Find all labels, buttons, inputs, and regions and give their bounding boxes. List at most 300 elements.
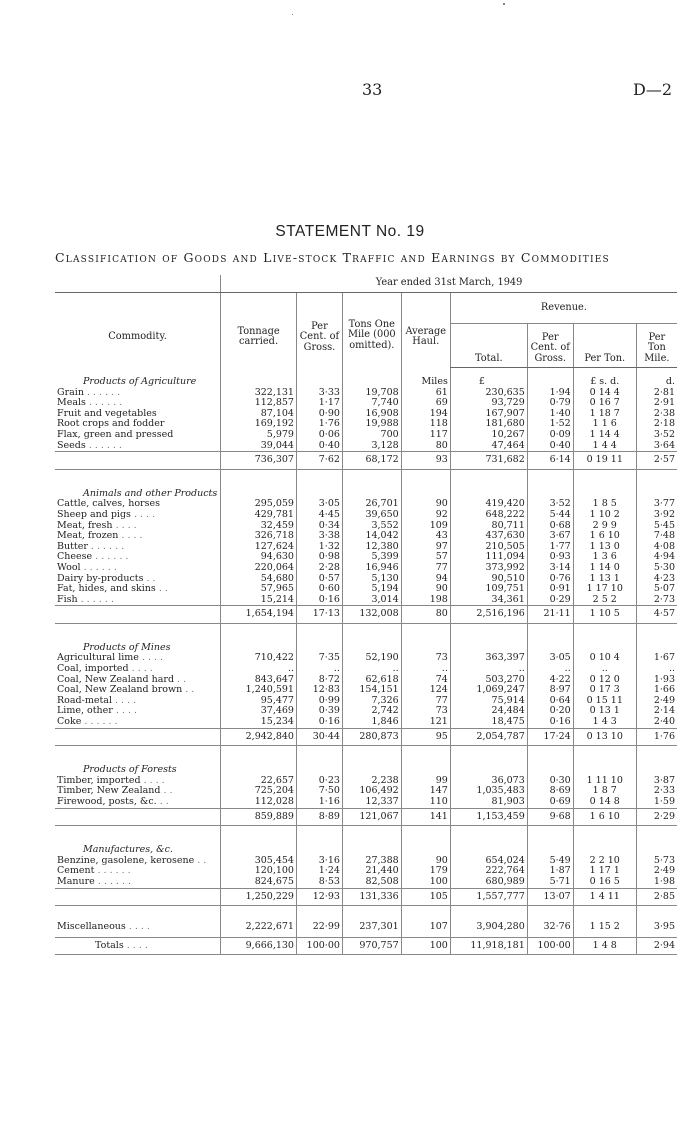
pct-gross-cell (296, 937, 342, 955)
tonnage-cell-text: 843,647 (254, 674, 294, 685)
group-heading-spacer (527, 480, 573, 500)
per-ton-mile-cell-text: 2·57 (653, 454, 675, 466)
rev-pct-cell-text: 0·64 (549, 695, 571, 706)
table-row (55, 419, 677, 430)
rev-total-cell (450, 877, 527, 888)
per-ton-cell-text: 1 14 4 (589, 429, 620, 440)
table-row (55, 706, 677, 717)
ton-mile-cell-text: 19,988 (365, 419, 399, 430)
rev-pct-cell (527, 388, 573, 399)
tonnage-cell (221, 521, 297, 532)
pct-gross-cell (296, 797, 342, 808)
spacer-cell (636, 623, 677, 634)
pct-gross-cell-text: 0·99 (318, 695, 340, 706)
commodity-cell (55, 664, 221, 675)
per-ton-mile-cell (636, 606, 677, 624)
tonnage-cell-text: 57,965 (260, 584, 294, 595)
pct-gross-cell (296, 717, 342, 728)
per-ton-cell (573, 499, 636, 510)
rev-pct-cell-text: 3·05 (549, 653, 571, 664)
rev-pct-cell-text: 8·97 (549, 685, 571, 696)
pct-gross-header: Per Cent. of Gross. (296, 293, 342, 368)
rev-pct-cell (527, 866, 573, 877)
pct-gross-cell-text: 0·40 (318, 440, 340, 451)
per-ton-mile-cell (636, 595, 677, 606)
spacer-cell (450, 746, 527, 757)
leader-dots: . . . . (125, 921, 150, 933)
rev-pct-cell-text: 5·49 (549, 855, 571, 866)
spacer-cell (342, 906, 401, 917)
pct-gross-cell-text: 0·39 (318, 706, 340, 717)
ton-mile-cell (342, 388, 401, 399)
tonnage-cell (221, 808, 297, 826)
avg-haul-cell (401, 786, 450, 797)
pct-gross-cell-text: 3·38 (318, 531, 340, 542)
group-heading-spacer (342, 756, 401, 776)
per-ton-cell-text: 1 4 11 (589, 890, 620, 902)
commodity-cell-text: Fat, hides, and skins (57, 584, 156, 595)
avg-haul-cell-text: 179 (429, 866, 448, 877)
per-ton-mile-cell (636, 728, 677, 746)
commodity-cell (55, 916, 221, 933)
ton-mile-cell-text: 970,757 (359, 939, 399, 951)
avg-haul-cell (401, 595, 450, 606)
page-number: 33 (362, 80, 383, 99)
pct-gross-cell (296, 653, 342, 664)
rev-total-cell (450, 786, 527, 797)
rev-pct-header: Per Cent. of Gross. (527, 324, 573, 368)
table-row (55, 409, 677, 420)
table-row (55, 441, 677, 452)
pct-gross-cell-text: 3·16 (318, 855, 340, 866)
per-ton-mile-cell (636, 499, 677, 510)
rev-total-cell-text: 11,918,181 (470, 939, 525, 951)
group-heading: Animals and other Products (83, 487, 218, 499)
spacer-cell (401, 906, 450, 917)
commodity-cell-text: Miscellaneous (57, 921, 126, 933)
per-ton-cell (573, 916, 636, 933)
tonnage-cell (221, 499, 297, 510)
avg-haul-cell-text: 77 (435, 695, 448, 706)
rev-pct-cell (527, 717, 573, 728)
commodity-cell-text: Coal, imported (57, 664, 129, 675)
ton-mile-cell (342, 916, 401, 933)
avg-haul-cell-text: 69 (435, 398, 448, 409)
avg-haul-cell-text: 95 (435, 730, 448, 742)
per-ton-mile-cell (636, 856, 677, 867)
ton-mile-cell-text: 52,190 (365, 653, 399, 664)
per-ton-mile-cell (636, 706, 677, 717)
rev-total-cell-text: 210,505 (485, 541, 525, 552)
commodity-header: Commodity. (108, 331, 167, 342)
per-ton-mile-cell-text: 3·64 (653, 440, 675, 451)
avg-haul-cell-text: 121 (429, 717, 448, 728)
rev-pct-cell-text: 0·30 (549, 775, 571, 786)
per-ton-cell-text: 1 1 6 (592, 419, 617, 430)
rev-pct-cell (527, 696, 573, 707)
commodity-cell-text: Butter (57, 541, 88, 552)
avg-haul-cell-text: 110 (429, 797, 448, 807)
subtotal-row (55, 452, 677, 470)
per-ton-mile-cell-text: 1·98 (653, 876, 675, 887)
pct-gross-cell (296, 866, 342, 877)
per-ton-mile-cell (636, 877, 677, 888)
rev-total-cell-text: .. (518, 664, 525, 675)
spacer-cell (296, 746, 342, 757)
ton-mile-cell (342, 606, 401, 624)
spacer-cell (55, 623, 221, 634)
commodity-cell (55, 877, 221, 888)
spacer-cell (221, 469, 297, 480)
ton-mile-cell-text: 12,380 (365, 541, 399, 552)
tonnage-cell-text: 1,250,229 (245, 890, 294, 902)
commodity-cell (55, 441, 221, 452)
rev-total-cell-text: 90,510 (491, 573, 525, 584)
avg-haul-cell (401, 499, 450, 510)
commodity-cell (55, 685, 221, 696)
per-ton-cell-text: .. (601, 664, 608, 675)
per-ton-cell (573, 606, 636, 624)
per-ton-mile-cell-text: 2·91 (653, 398, 675, 409)
ton-mile-cell (342, 866, 401, 877)
pct-gross-cell-text: 7·35 (318, 653, 340, 664)
avg-haul-header: Average Haul. (401, 293, 450, 368)
ton-mile-cell-text: 132,008 (359, 608, 399, 620)
pct-gross-cell-text: 7·50 (318, 786, 340, 797)
avg-haul-cell (401, 388, 450, 399)
commodity-cell (55, 675, 221, 686)
rev-pct-cell-text: 0·91 (549, 584, 571, 595)
per-ton-mile-cell (636, 675, 677, 686)
per-ton-cell (573, 776, 636, 787)
per-ton-cell (573, 510, 636, 521)
commodity-cell (55, 717, 221, 728)
per-ton-cell-text: 1 4 8 (592, 939, 617, 951)
group-heading-row (55, 836, 677, 856)
pct-gross-cell (296, 409, 342, 420)
rev-pct-cell (527, 563, 573, 574)
pct-gross-cell (296, 706, 342, 717)
per-ton-mile-cell (636, 563, 677, 574)
per-ton-cell-text: 0 19 11 (586, 454, 623, 466)
rev-pct-cell-text: 13·07 (543, 890, 571, 902)
avg-haul-cell-text: 94 (435, 573, 448, 584)
per-ton-mile-cell (636, 664, 677, 675)
per-ton-cell (573, 786, 636, 797)
ton-mile-cell-text: 12,337 (365, 797, 399, 807)
commodity-cell (55, 706, 221, 717)
per-ton-mile-cell-text: 1·66 (653, 685, 675, 696)
tonnage-cell (221, 584, 297, 595)
per-ton-mile-cell (636, 552, 677, 563)
ton-mile-cell (342, 856, 401, 867)
tonnage-cell (221, 388, 297, 399)
avg-haul-cell-text: 57 (435, 552, 448, 563)
rev-total-cell-text: 75,914 (491, 695, 525, 706)
per-ton-cell-text: 1 4 4 (592, 440, 617, 451)
rev-pct-cell (527, 664, 573, 675)
commodity-cell (55, 521, 221, 532)
per-ton-mile-cell-text: 4·23 (653, 573, 675, 584)
per-ton-mile-cell (636, 409, 677, 420)
rev-total-cell (450, 916, 527, 933)
per-ton-mile-cell-text: 1·67 (653, 653, 675, 664)
spacer-cell (573, 826, 636, 837)
spacer-cell (401, 623, 450, 634)
rev-pct-cell (527, 542, 573, 553)
commodity-cell (55, 866, 221, 877)
rev-pct-cell (527, 856, 573, 867)
commodity-cell (55, 563, 221, 574)
avg-haul-cell (401, 398, 450, 409)
pct-gross-cell-text: 0·16 (318, 594, 340, 605)
avg-haul-cell-text: 107 (429, 921, 448, 933)
per-ton-cell (573, 664, 636, 675)
spacer-cell (221, 906, 297, 917)
per-ton-mile-cell-text: 3·95 (653, 921, 675, 933)
commodity-cell (55, 776, 221, 787)
rev-pct-cell-text: 17·24 (543, 730, 571, 742)
avg-haul-cell-text: 73 (435, 653, 448, 664)
spacer-cell (573, 469, 636, 480)
pct-gross-cell (296, 786, 342, 797)
ton-mile-cell-text: 16,946 (365, 562, 399, 573)
rev-total-cell-text: 111,094 (485, 552, 525, 563)
per-ton-cell (573, 685, 636, 696)
tonnage-cell-text: 5,979 (266, 429, 294, 440)
tonnage-cell-text: 736,307 (254, 454, 294, 466)
rev-pct-cell (527, 937, 573, 955)
commodity-cell (55, 937, 221, 955)
rev-pct-cell (527, 584, 573, 595)
rev-total-cell (450, 776, 527, 787)
pct-gross-cell (296, 430, 342, 441)
ton-mile-cell-text: 27,388 (365, 855, 399, 866)
ton-mile-cell-text: 3,552 (371, 520, 399, 531)
ton-mile-cell-text: 700 (380, 429, 399, 440)
tonnage-cell-text: 1,654,194 (245, 608, 294, 620)
ton-mile-cell (342, 542, 401, 553)
rev-pct-cell-text: 0·09 (549, 429, 571, 440)
tonnage-cell-text: 87,104 (260, 408, 294, 419)
spacer-cell (221, 623, 297, 634)
rev-total-cell-text: 648,222 (485, 509, 525, 520)
spacer-cell (342, 623, 401, 634)
unit-label: £ s. d. (573, 368, 636, 388)
group-heading-row (55, 480, 677, 500)
leader-dots: . . . . (112, 520, 137, 531)
group-heading: Products of Forests (83, 764, 177, 776)
tonnage-cell-text: 169,192 (254, 419, 294, 430)
commodity-cell-text: Firewood, posts, &c. (57, 797, 157, 807)
per-ton-mile-cell-text: 3·92 (653, 509, 675, 520)
per-ton-mile-cell (636, 521, 677, 532)
pct-gross-cell-text: 1·24 (318, 866, 340, 877)
spacer-row (55, 623, 677, 634)
ton-mile-cell-text: 121,067 (359, 810, 399, 822)
rev-pct-cell (527, 441, 573, 452)
per-ton-mile-cell (636, 916, 677, 933)
ton-mile-cell (342, 696, 401, 707)
tonnage-cell-text: 305,454 (254, 855, 294, 866)
rev-total-cell-text: 81,903 (491, 797, 525, 807)
rev-pct-cell (527, 877, 573, 888)
tonnage-cell (221, 409, 297, 420)
tonnage-cell-text: 39,044 (260, 440, 294, 451)
ton-mile-cell-text: 131,336 (359, 890, 399, 902)
spacer-cell (450, 826, 527, 837)
pct-gross-cell-text: 0·90 (318, 408, 340, 419)
per-ton-cell (573, 574, 636, 585)
ton-mile-cell-text: .. (392, 664, 399, 675)
commodity-cell (55, 888, 221, 906)
rev-total-cell-text: 18,475 (491, 717, 525, 728)
group-heading-spacer (342, 480, 401, 500)
leader-dots: . . . . (128, 664, 153, 675)
per-ton-cell (573, 563, 636, 574)
ton-mile-cell-text: 21,440 (365, 866, 399, 877)
leader-dots: . . . . . . (80, 562, 117, 573)
rev-pct-cell (527, 808, 573, 826)
commodity-cell-text: Cement (57, 866, 95, 877)
rev-pct-cell (527, 531, 573, 542)
per-ton-cell-text: 1 13 0 (589, 541, 620, 552)
per-ton-cell (573, 877, 636, 888)
rev-pct-cell-text: 0·20 (549, 706, 571, 717)
per-ton-cell-text: 0 15 11 (586, 695, 623, 706)
avg-haul-cell (401, 452, 450, 470)
ton-mile-cell-text: 62,618 (365, 674, 399, 685)
tonnage-cell (221, 574, 297, 585)
group-heading-spacer (636, 756, 677, 776)
rev-total-cell-text: 419,420 (485, 499, 525, 510)
rev-pct-cell-text: 4·22 (549, 674, 571, 685)
rev-total-cell-text: 503,270 (485, 674, 525, 685)
ton-mile-cell (342, 441, 401, 452)
pct-gross-cell (296, 877, 342, 888)
rev-total-cell (450, 696, 527, 707)
commodity-cell-text: Cattle, calves, horses (57, 499, 160, 510)
per-ton-cell (573, 706, 636, 717)
tonnage-cell-text: 295,059 (254, 499, 294, 510)
per-ton-mile-cell-text: 2·81 (653, 387, 675, 398)
per-ton-mile-cell-text: 2·73 (653, 594, 675, 605)
subtotal-row (55, 728, 677, 746)
tonnage-cell (221, 419, 297, 430)
rev-pct-cell-text: 5·71 (549, 876, 571, 887)
pct-gross-cell (296, 542, 342, 553)
avg-haul-cell (401, 510, 450, 521)
commodity-cell-text: Benzine, gasolene, kerosene (57, 855, 195, 866)
rev-total-cell-text: 10,267 (491, 429, 525, 440)
per-ton-cell (573, 441, 636, 452)
per-ton-mile-cell-text: 5·73 (653, 855, 675, 866)
pct-gross-cell (296, 574, 342, 585)
tonnage-cell-text: 120,100 (254, 866, 294, 877)
rev-total-cell-text: 93,729 (491, 398, 525, 409)
group-heading-spacer (296, 634, 342, 654)
per-ton-mile-cell-text: 2·29 (653, 810, 675, 822)
rev-total-cell (450, 866, 527, 877)
leader-dots: . . . . . . (94, 876, 132, 887)
tonnage-cell-text: 725,204 (254, 786, 294, 797)
commodity-cell (55, 409, 221, 420)
ton-mile-cell-text: 2,238 (371, 775, 399, 786)
rev-pct-cell (527, 409, 573, 420)
ton-mile-cell (342, 584, 401, 595)
tonnage-cell-text: 15,234 (260, 717, 294, 728)
rev-total-cell (450, 888, 527, 906)
spacer-cell (55, 469, 221, 480)
per-ton-cell (573, 728, 636, 746)
avg-haul-cell-text: 61 (435, 387, 448, 398)
commodity-cell-text: Timber, New Zealand (57, 786, 161, 797)
avg-haul-cell-text: 194 (429, 408, 448, 419)
pct-gross-cell (296, 563, 342, 574)
spacer-cell (527, 906, 573, 917)
spacer-row (55, 469, 677, 480)
commodity-cell-text: Road-metal (57, 695, 112, 706)
per-ton-mile-cell-text: 2·38 (653, 408, 675, 419)
rev-pct-cell (527, 606, 573, 624)
speck (503, 3, 505, 5)
pct-gross-cell-text: 22·99 (312, 921, 340, 933)
per-ton-mile-cell-text: 3·87 (653, 775, 675, 786)
table-row (55, 786, 677, 797)
rev-total-cell (450, 499, 527, 510)
group-heading-spacer (450, 756, 527, 776)
avg-haul-cell-text: 105 (429, 890, 448, 902)
per-ton-cell-text: 1 10 2 (589, 509, 620, 520)
rev-pct-cell (527, 419, 573, 430)
per-ton-mile-cell-text: 3·52 (653, 429, 675, 440)
table-row (55, 685, 677, 696)
rev-total-cell (450, 728, 527, 746)
commodity-cell (55, 653, 221, 664)
leader-dots: . . (143, 573, 156, 584)
ton-mile-cell-text: 237,301 (359, 921, 399, 933)
rev-pct-cell (527, 452, 573, 470)
spacer-cell (342, 746, 401, 757)
leader-dots: . . . . . . (81, 717, 118, 728)
commodity-cell (55, 552, 221, 563)
pct-gross-cell (296, 675, 342, 686)
rev-total-cell (450, 430, 527, 441)
ton-mile-cell (342, 888, 401, 906)
commodity-cell-text: Wool (57, 562, 81, 573)
avg-haul-cell-text: 97 (435, 541, 448, 552)
per-ton-mile-cell-text: 2·33 (653, 786, 675, 797)
per-ton-mile-cell-text: 3·77 (653, 499, 675, 510)
avg-haul-cell (401, 606, 450, 624)
commodity-cell-text: Grain (57, 387, 84, 398)
ton-mile-cell-text: 26,701 (365, 499, 399, 510)
table-row (55, 510, 677, 521)
avg-haul-cell-text: 43 (435, 531, 448, 542)
avg-haul-cell (401, 653, 450, 664)
avg-haul-cell (401, 430, 450, 441)
per-ton-cell (573, 419, 636, 430)
spacer-cell (55, 906, 221, 917)
commodity-cell (55, 531, 221, 542)
rev-total-cell-text: 222,764 (485, 866, 525, 877)
pct-gross-cell-text: 0·34 (318, 520, 340, 531)
group-heading-row (55, 368, 677, 388)
ton-mile-cell (342, 728, 401, 746)
per-ton-cell (573, 430, 636, 441)
group-heading-spacer (450, 634, 527, 654)
unit-label: Miles (401, 368, 450, 388)
